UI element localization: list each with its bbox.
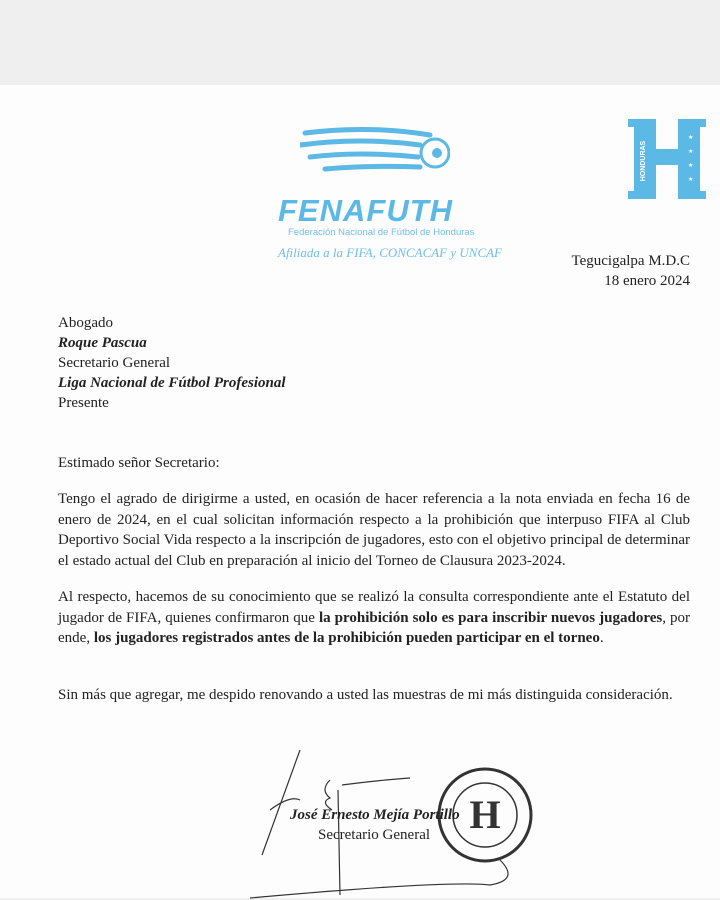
- svg-text:H: H: [469, 792, 501, 837]
- brand-name: FENAFUTH: [278, 193, 454, 228]
- federation-name: Federación Nacional de Fútbol de Honduras: [288, 227, 475, 238]
- p2-bold-2: los jugadores registrados antes de la prohibición pueden participar en el torneo: [93, 630, 600, 646]
- honduras-h-logo: [628, 119, 706, 199]
- paragraph-1: Tengo el agrado de dirigirme a usted, en ocasión de hacer referencia a la nota enviada en fecha 16 de enero de 2024, en el cual solicitan información respecto a la prohibición que interpuso FIFA al Club Deportivo Social Vida respecto a la inscripción de jugadores, esto con el objetivo principal de determinar el estado actual del Club en preparación al inicio del Torneo de Clausura 2023-2024.: [58, 491, 690, 569]
- salutation: Estimado señor Secretario:: [58, 455, 220, 471]
- affiliation: Afiliada a la FIFA, CONCACAF y UNCAF: [278, 245, 503, 260]
- recipient-title: Abogado: [58, 315, 113, 331]
- letter-page: [0, 85, 720, 898]
- svg-text:★: ★: [688, 177, 694, 183]
- svg-text:★: ★: [688, 149, 694, 155]
- closing: Sin más que agregar, me despido renovando a usted las muestras de mi más distinguida consideración.: [58, 687, 673, 703]
- recipient-organization: Liga Nacional de Fútbol Profesional: [58, 375, 286, 391]
- place: Tegucigalpa M.D.C: [571, 253, 690, 269]
- recipient-name: Roque Pascua: [58, 335, 147, 351]
- p2-text-3: .: [599, 630, 604, 646]
- svg-text:★: ★: [688, 135, 694, 141]
- p2-bold-1: la prohibición solo es para inscribir nuevos jugadores: [318, 609, 663, 626]
- signatory-name: José Ernesto Mejía Portillo: [290, 807, 460, 823]
- p2-text-2: , por ende,: [58, 609, 690, 646]
- p2-text: Al respecto, hacemos de su conocimiento que se realizó la consulta correspondiente ante el Estatuto del jugador de FIFA, quienes confirmaron que: [58, 589, 690, 626]
- recipient-block: [58, 313, 286, 413]
- recipient-position: Secretario General: [58, 355, 171, 371]
- paragraph-2: [58, 587, 690, 649]
- ball-swoosh-icon: [300, 123, 450, 193]
- signatory-title: Secretario General: [318, 827, 431, 843]
- svg-text:★: ★: [688, 163, 694, 169]
- date: 18 enero 2024: [604, 273, 690, 289]
- h-logo-text: HONDURAS: [640, 140, 647, 182]
- recipient-presente: Presente: [58, 395, 109, 411]
